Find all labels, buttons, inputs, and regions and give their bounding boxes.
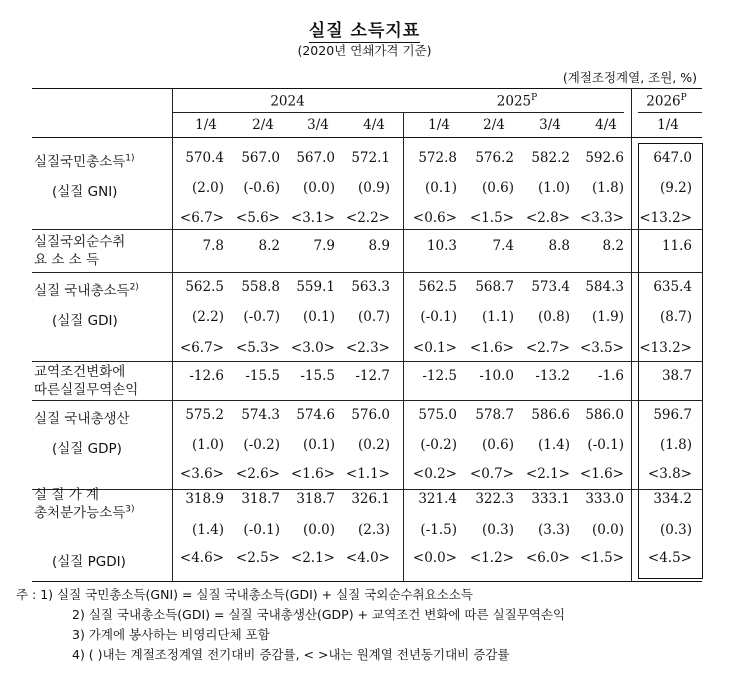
quarter-header: 4/4	[595, 117, 617, 133]
table-cell: (1.9)	[591, 309, 624, 325]
table-cell: 318.7	[241, 491, 280, 507]
table-cell: 38.7	[661, 368, 692, 384]
footnote-2: 2) 실질 국내총소득(GDI) = 실질 국내총생산(GDP) + 교역조건 변화에 따른 실질무역손익	[72, 607, 566, 622]
table-cell: <2.3>	[345, 340, 390, 356]
table-cell: 586.6	[531, 407, 570, 423]
table-cell: -12.6	[189, 368, 224, 384]
table-cell: (1.0)	[191, 437, 224, 453]
header-bottom-rule	[32, 137, 702, 138]
table-cell: (1.0)	[537, 180, 570, 196]
table-cell: 578.7	[475, 407, 514, 423]
unit-label: (계절조정계열, 조원, %)	[562, 70, 697, 85]
table-cell: <0.1>	[412, 340, 457, 356]
table-cell: (0.0)	[302, 522, 335, 538]
table-cell: 7.4	[492, 238, 514, 254]
table-cell: 334.2	[653, 491, 692, 507]
table-cell: (0.0)	[591, 522, 624, 538]
table-cell: <3.8>	[647, 466, 692, 482]
table-cell: (0.1)	[424, 180, 457, 196]
table-top-rule	[32, 88, 702, 89]
table-cell: -15.5	[245, 368, 280, 384]
table-cell: 575.2	[185, 407, 224, 423]
row-label-text: (실질 GNI)	[52, 184, 118, 200]
table-cell: 568.7	[475, 279, 514, 295]
table-cell: (0.7)	[357, 309, 390, 325]
table-cell: 326.1	[351, 491, 390, 507]
table-cell: 562.5	[185, 279, 224, 295]
table-cell: <4.0>	[345, 550, 390, 566]
table-cell: <1.6>	[290, 466, 335, 482]
table-cell: <3.5>	[579, 340, 624, 356]
table-cell: <5.6>	[235, 210, 280, 226]
table-cell: 559.1	[296, 279, 335, 295]
table-cell: <4.6>	[179, 550, 224, 566]
table-cell: <1.5>	[579, 550, 624, 566]
row-label	[34, 483, 99, 503]
table-cell: (-0.1)	[420, 309, 457, 325]
row-label	[34, 150, 135, 170]
group-rule	[32, 400, 702, 401]
table-cell: (1.8)	[659, 437, 692, 453]
table-cell: <1.6>	[469, 340, 514, 356]
row-label-line2-text: 요 소 소 득	[34, 252, 100, 268]
row-label-text: 교역조건변화에	[34, 364, 126, 380]
table-cell: 584.3	[585, 279, 624, 295]
table-cell: -12.7	[355, 368, 390, 384]
quarter-header: 4/4	[363, 117, 385, 133]
table-cell: (-1.5)	[420, 522, 457, 538]
table-cell: (-0.6)	[243, 180, 280, 196]
table-cell: <13.2>	[639, 340, 692, 356]
table-cell: (2.3)	[357, 522, 390, 538]
table-cell: 647.0	[653, 150, 692, 166]
page-subtitle: (2020년 연쇄가격 기준)	[297, 43, 432, 58]
year-header-rule-2026	[638, 112, 702, 113]
table-cell: 333.1	[531, 491, 570, 507]
table-cell: <2.8>	[525, 210, 570, 226]
table-cell: -13.2	[535, 368, 570, 384]
row-label-line2-text: 따른실질무역손익	[34, 382, 139, 398]
row-label-text: 실 질 가 계	[34, 487, 100, 503]
table-cell: <1.5>	[469, 210, 514, 226]
table-cell: (8.7)	[659, 309, 692, 325]
table-cell: <3.1>	[290, 210, 335, 226]
table-cell: 11.6	[661, 238, 692, 254]
table-cell: 10.3	[426, 238, 457, 254]
table-cell: 567.0	[241, 150, 280, 166]
table-cell: (2.0)	[191, 180, 224, 196]
row-label	[52, 550, 126, 570]
table-cell: 8.2	[258, 238, 280, 254]
row-label-footnote-mark: 2)	[129, 282, 139, 293]
table-cell: 7.9	[313, 238, 335, 254]
quarter-header: 1/4	[657, 117, 679, 133]
table-cell: (0.3)	[659, 522, 692, 538]
row-label-text: 실질 국내총소득	[34, 283, 130, 299]
table-cell: 592.6	[585, 150, 624, 166]
table-cell: 574.3	[241, 407, 280, 423]
table-cell: <2.5>	[235, 550, 280, 566]
table-cell: 570.4	[185, 150, 224, 166]
row-label-line2-text: 총처분가능소득	[34, 505, 126, 521]
quarter-header: 2/4	[252, 117, 274, 133]
group-rule	[32, 489, 702, 490]
table-cell: <6.7>	[179, 210, 224, 226]
table-cell: 8.9	[368, 238, 390, 254]
table-cell: <1.1>	[345, 466, 390, 482]
table-cell: <1.6>	[579, 466, 624, 482]
table-cell: 8.8	[548, 238, 570, 254]
group-rule	[32, 272, 702, 273]
quarter-header: 3/4	[307, 117, 329, 133]
row-label-line2	[34, 378, 138, 398]
table-cell: 575.0	[418, 407, 457, 423]
row-label	[34, 230, 125, 250]
table-cell: <6.0>	[525, 550, 570, 566]
row-label	[52, 309, 118, 329]
table-cell: (0.3)	[481, 522, 514, 538]
table-cell: <3.0>	[290, 340, 335, 356]
quarter-header: 1/4	[195, 117, 217, 133]
table-cell: <0.7>	[469, 466, 514, 482]
table-cell: 635.4	[653, 279, 692, 295]
quarter-header: 1/4	[428, 117, 450, 133]
row-label-text: 실질국민총소득	[34, 154, 126, 170]
year-header-2026: $2026^P$	[646, 93, 687, 110]
table-cell: (0.6)	[481, 437, 514, 453]
table-cell: <0.2>	[412, 466, 457, 482]
row-label-footnote-mark: 3)	[125, 504, 135, 515]
table-cell: (0.1)	[302, 309, 335, 325]
table-cell: (0.6)	[481, 180, 514, 196]
row-label	[34, 279, 139, 299]
table-cell: -12.5	[422, 368, 457, 384]
table-cell: 572.8	[418, 150, 457, 166]
table-cell: <2.2>	[345, 210, 390, 226]
table-cell: (0.0)	[302, 180, 335, 196]
table-cell: 321.4	[418, 491, 457, 507]
table-cell: <0.6>	[412, 210, 457, 226]
year-header-2024: 2024	[270, 93, 305, 110]
row-label-text: 실질 국내총생산	[34, 411, 130, 427]
table-cell: <2.7>	[525, 340, 570, 356]
table-cell: 318.7	[296, 491, 335, 507]
table-cell: 567.0	[296, 150, 335, 166]
table-cell: 586.0	[585, 407, 624, 423]
year-divider	[631, 88, 632, 581]
table-cell: (0.9)	[357, 180, 390, 196]
table-cell: 322.3	[475, 491, 514, 507]
table-cell: (-0.1)	[587, 437, 624, 453]
table-cell: 596.7	[653, 407, 692, 423]
table-cell: <6.7>	[179, 340, 224, 356]
year-header-2025: $2025^P$	[496, 93, 538, 110]
table-cell: <13.2>	[639, 210, 692, 226]
table-cell: (1.4)	[537, 437, 570, 453]
row-label-text: (실질 GDI)	[52, 313, 118, 329]
table-cell: <0.0>	[412, 550, 457, 566]
table-cell: (0.8)	[537, 309, 570, 325]
row-label-text: (실질 GDP)	[52, 441, 122, 457]
footnote-3: 3) 가계에 봉사하는 비영리단체 포함	[72, 627, 270, 642]
row-label	[52, 437, 122, 457]
table-cell: (0.1)	[302, 437, 335, 453]
table-cell: <4.5>	[647, 550, 692, 566]
table-cell: 572.1	[351, 150, 390, 166]
footnote-4: 4) ( )내는 계절조정계열 전기대비 증감률, < >내는 원계열 전년동기대비 증감률	[72, 647, 510, 662]
table-cell: <2.1>	[290, 550, 335, 566]
table-cell: 573.4	[531, 279, 570, 295]
table-cell: (1.4)	[191, 522, 224, 538]
table-cell: 563.3	[351, 279, 390, 295]
row-label-footnote-mark: 1)	[125, 153, 135, 164]
row-label	[34, 407, 130, 427]
quarter-header: 2/4	[483, 117, 505, 133]
table-cell: 318.9	[185, 491, 224, 507]
table-cell: 574.6	[296, 407, 335, 423]
row-label-text: (실질 PGDI)	[52, 554, 126, 570]
table-bottom-rule	[32, 581, 702, 582]
table-cell: 576.0	[351, 407, 390, 423]
table-cell: 582.2	[531, 150, 570, 166]
row-label	[34, 360, 125, 380]
table-cell: 558.8	[241, 279, 280, 295]
table-cell: (-0.2)	[420, 437, 457, 453]
table-cell: (-0.7)	[243, 309, 280, 325]
table-cell: (-0.2)	[243, 437, 280, 453]
table-cell: (1.8)	[591, 180, 624, 196]
highlight-box-2026	[638, 143, 703, 579]
page-title: 실질 소득지표	[308, 21, 421, 41]
table-cell: -1.6	[597, 368, 624, 384]
table-cell: <2.1>	[525, 466, 570, 482]
table-cell: -15.5	[300, 368, 335, 384]
row-label	[52, 180, 117, 200]
table-cell: (-0.1)	[243, 522, 280, 538]
row-label-text: 실질국외순수취	[34, 234, 126, 250]
row-label-line2	[34, 248, 99, 268]
table-cell: 7.8	[202, 238, 224, 254]
table-cell: <5.3>	[235, 340, 280, 356]
table-cell: 333.0	[585, 491, 624, 507]
table-cell: (9.2)	[659, 180, 692, 196]
table-cell: (1.1)	[481, 309, 514, 325]
table-cell: 562.5	[418, 279, 457, 295]
quarter-header: 3/4	[539, 117, 561, 133]
footnote-1: 주 : 1) 실질 국민총소득(GNI) = 실질 국내총소득(GDI) + 실질 국외순수취요소소득	[16, 587, 473, 602]
table-cell: (3.3)	[537, 522, 570, 538]
table-cell: <3.3>	[579, 210, 624, 226]
group-rule	[32, 361, 702, 362]
row-label-line2	[34, 501, 135, 521]
table-cell: <1.2>	[469, 550, 514, 566]
table-cell: <3.6>	[179, 466, 224, 482]
table-cell: 8.2	[602, 238, 624, 254]
year-header-rule	[172, 112, 624, 113]
group-rule	[32, 229, 702, 230]
table-cell: -10.0	[479, 368, 514, 384]
table-cell: (2.2)	[191, 309, 224, 325]
table-cell: 576.2	[475, 150, 514, 166]
table-cell: <2.6>	[235, 466, 280, 482]
table-cell: (0.2)	[357, 437, 390, 453]
